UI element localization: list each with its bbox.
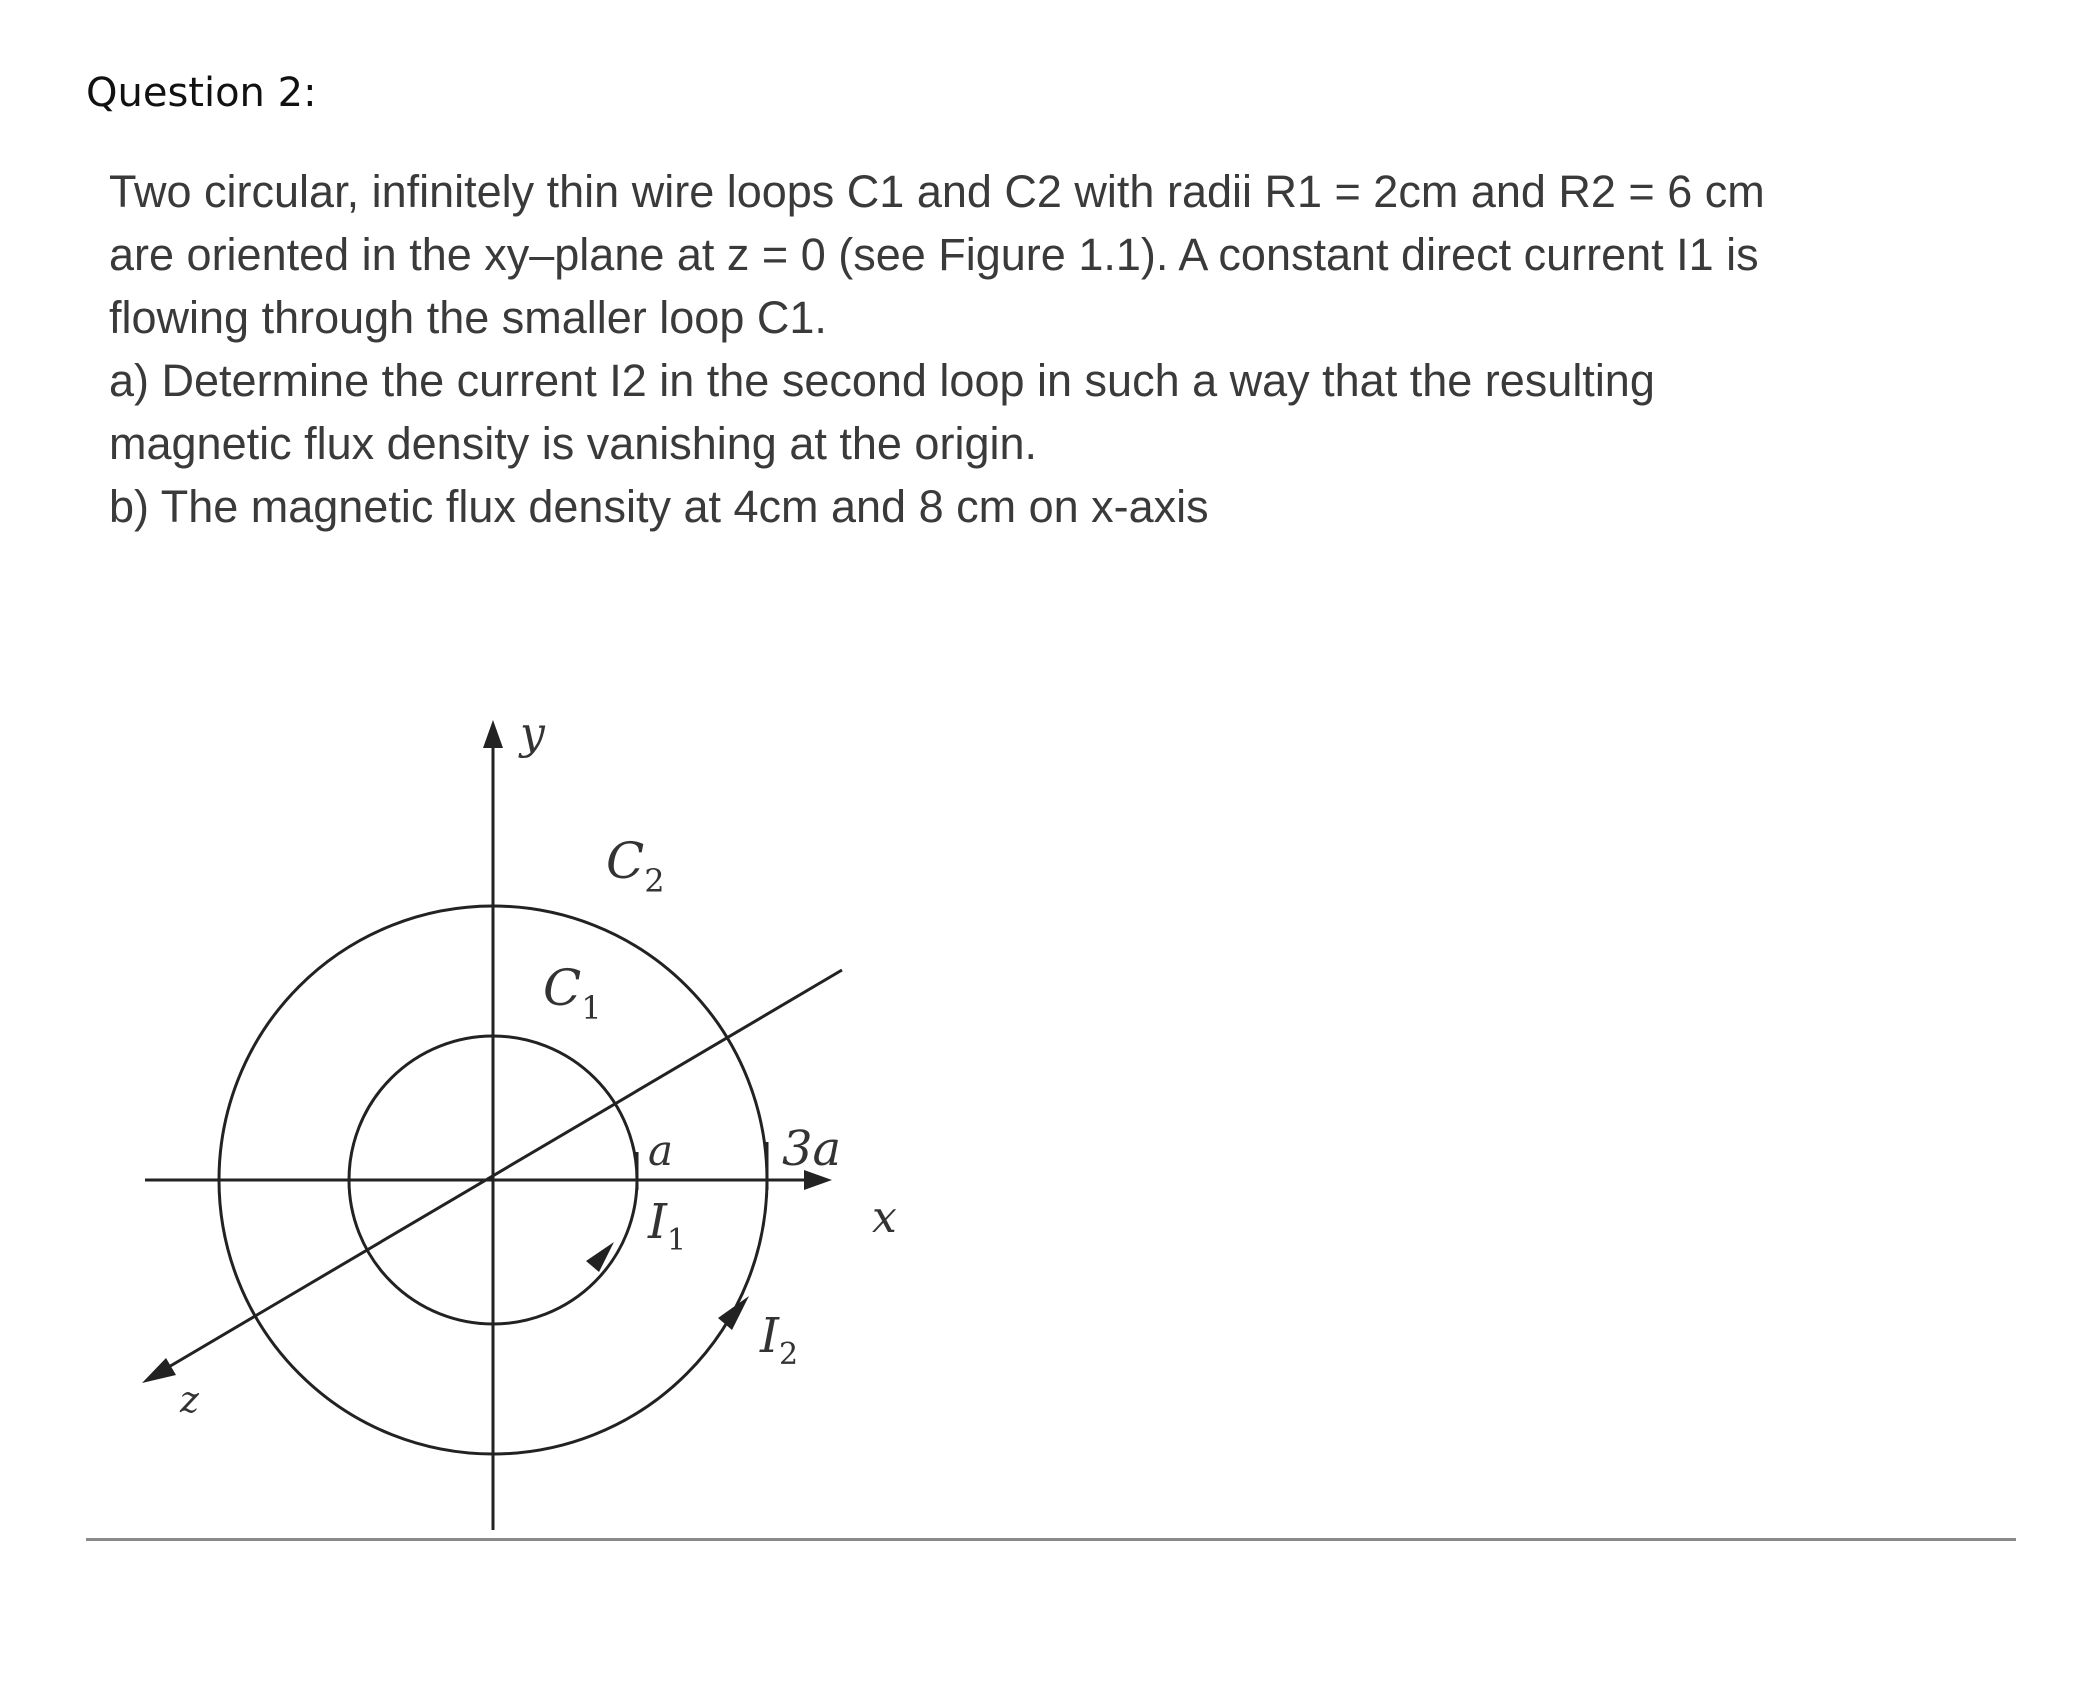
- part-b-line: b) The magnetic flux density at 4cm and 8 cm on x-axis: [109, 481, 1209, 532]
- outer-current-arrow: [718, 1296, 749, 1330]
- loops-diagram: [120, 690, 980, 1550]
- part-a-line: magnetic flux density is vanishing at the origin.: [109, 418, 1037, 469]
- outer-loop-letter: C: [606, 832, 645, 890]
- inner-loop-letter: C: [543, 959, 582, 1017]
- outer-loop-label: [606, 832, 665, 900]
- z-axis-arrow: [142, 1358, 176, 1383]
- inner-current-letter: I: [648, 1194, 667, 1250]
- inner-loop-subscript: 1: [581, 989, 602, 1027]
- y-axis-arrow: [483, 720, 503, 748]
- loops-figure: [120, 690, 980, 1550]
- problem-statement: [109, 160, 2009, 538]
- inner-loop-label: [543, 959, 602, 1027]
- outer-loop-subscript: 2: [644, 862, 665, 900]
- outer-current-label: [759, 1308, 798, 1372]
- inner-current-label: [647, 1194, 686, 1258]
- part-a-line: a) Determine the current I2 in the second loop in such a way that the resulting: [109, 355, 1655, 406]
- problem-line: flowing through the smaller loop C1.: [109, 292, 827, 343]
- inner-radius-label: a: [648, 1126, 674, 1175]
- inner-current-subscript: 1: [666, 1223, 687, 1258]
- problem-line: Two circular, infinitely thin wire loops C1 and C2 with radii R1 = 2cm and R2 = 6 cm: [109, 166, 1765, 217]
- question-heading: Question 2:: [86, 70, 317, 116]
- inner-current-arrow: [586, 1242, 614, 1272]
- y-axis-label: y: [520, 708, 545, 759]
- bottom-divider: [86, 1538, 2016, 1541]
- outer-radius-label: 3a: [782, 1121, 842, 1177]
- problem-line: are oriented in the xy–plane at z = 0 (see Figure 1.1). A constant direct current I1 is: [109, 229, 1759, 280]
- z-axis-label: z: [180, 1380, 199, 1421]
- x-axis-label: x: [872, 1192, 897, 1243]
- outer-current-subscript: 2: [778, 1337, 799, 1372]
- outer-current-letter: I: [760, 1308, 779, 1364]
